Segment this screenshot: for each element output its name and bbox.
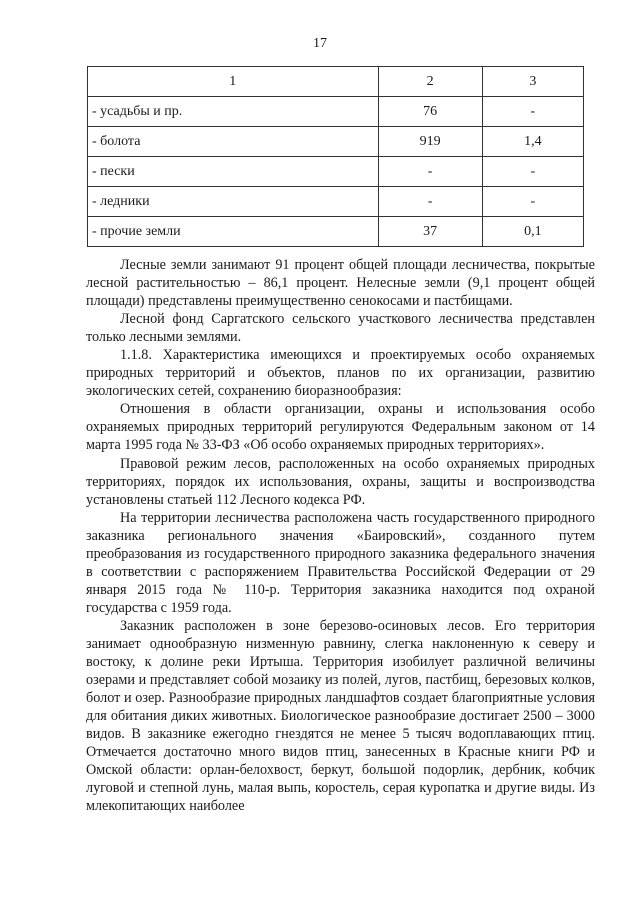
paragraph-land-share: Лесные земли занимают 91 процент общей площади лесничества, покрытые лесной растительностью – 86,1 процент. Нелесные земли (9,1 процент общей площади) представлены преимущественно сенокосами и пастбищами. <box>86 257 595 310</box>
section-heading-protected-areas: 1.1.8. Характеристика имеющихся и проектируемых особо охраняемых природных территорий и объектов, планов по их организации, развитию экологических сетей, сохранению биоразнообразия: <box>86 347 595 400</box>
table-row <box>88 217 584 247</box>
paragraph-legal-regime: Правовой режим лесов, расположенных на особо охраняемых природных территориях, порядок их использования, охраны, защиты и воспроизводства установлены статьей 112 Лесного кодекса РФ. <box>86 455 595 508</box>
table-cell-value: 1,4 <box>482 127 583 157</box>
table-cell-name: - пески <box>88 157 379 187</box>
table-row <box>88 127 584 157</box>
table-header-cell: 1 <box>88 67 379 97</box>
body-text <box>86 256 595 815</box>
paragraph-reserve-creation: На территории лесничества расположена часть государственного природного заказника регионального значения «Баировский», созданного путем преобразования из государственного природного заказника федерального значения в соответствии с распоряжением Правительства Российской Федерации от 29 января 2015 года № 110-р. Территория заказника находится под охраной государства с 1959 года. <box>86 509 595 616</box>
table-cell-value: - <box>482 187 583 217</box>
table-row <box>88 97 584 127</box>
table-cell-name: - прочие земли <box>88 217 379 247</box>
table-cell-value: 37 <box>378 217 482 247</box>
table-cell-value: - <box>378 187 482 217</box>
table-cell-name: - усадьбы и пр. <box>88 97 379 127</box>
table-cell-name: - болота <box>88 127 379 157</box>
land-table <box>87 66 584 247</box>
table-cell-value: 76 <box>378 97 482 127</box>
paragraph-forest-fund: Лесной фонд Саргатского сельского участкового лесничества представлен только лесными землями. <box>86 311 595 346</box>
table-cell-value: 0,1 <box>482 217 583 247</box>
table-header-cell: 2 <box>378 67 482 97</box>
paragraph-federal-law: Отношения в области организации, охраны и использования особо охраняемых природных территорий регулируются Федеральным законом от 14 марта 1995 года № 33-ФЗ «Об особо охраняемых природных территориях». <box>86 401 595 454</box>
table-cell-value: - <box>482 97 583 127</box>
table-cell-value: 919 <box>378 127 482 157</box>
table-row <box>88 187 584 217</box>
table-header-cell: 3 <box>482 67 583 97</box>
table-cell-value: - <box>378 157 482 187</box>
table-header-row <box>88 67 584 97</box>
paragraph-reserve-description: Заказник расположен в зоне березово-осиновых лесов. Его территория занимает однообразную низменную равнину, слегка наклоненную к северу и востоку, к долине реки Иртыша. Территория изобилует различной величины озерами и представляет собой мозаику из полей, лугов, пастбищ, березовых колков, болот и озер. Разнообразие природных ландшафтов создает благоприятные условия для обитания диких животных. Биологическое разнообразие достигает 2500 – 3000 видов. В заказнике ежегодно гнездятся не менее 5 тысяч водоплавающих птиц. Отмечается достаточно много видов птиц, занесенных в Красные книги РФ и Омской области: орлан-белохвост, беркут, большой подорлик, дербник, кобчик луговой и степной лунь, малая выпь, коростель, серая куропатка и другие виды. Из млекопитающих наиболее <box>86 617 595 815</box>
table-row <box>88 157 584 187</box>
table-cell-name: - ледники <box>88 187 379 217</box>
page-number: 17 <box>313 36 327 51</box>
table-cell-value: - <box>482 157 583 187</box>
